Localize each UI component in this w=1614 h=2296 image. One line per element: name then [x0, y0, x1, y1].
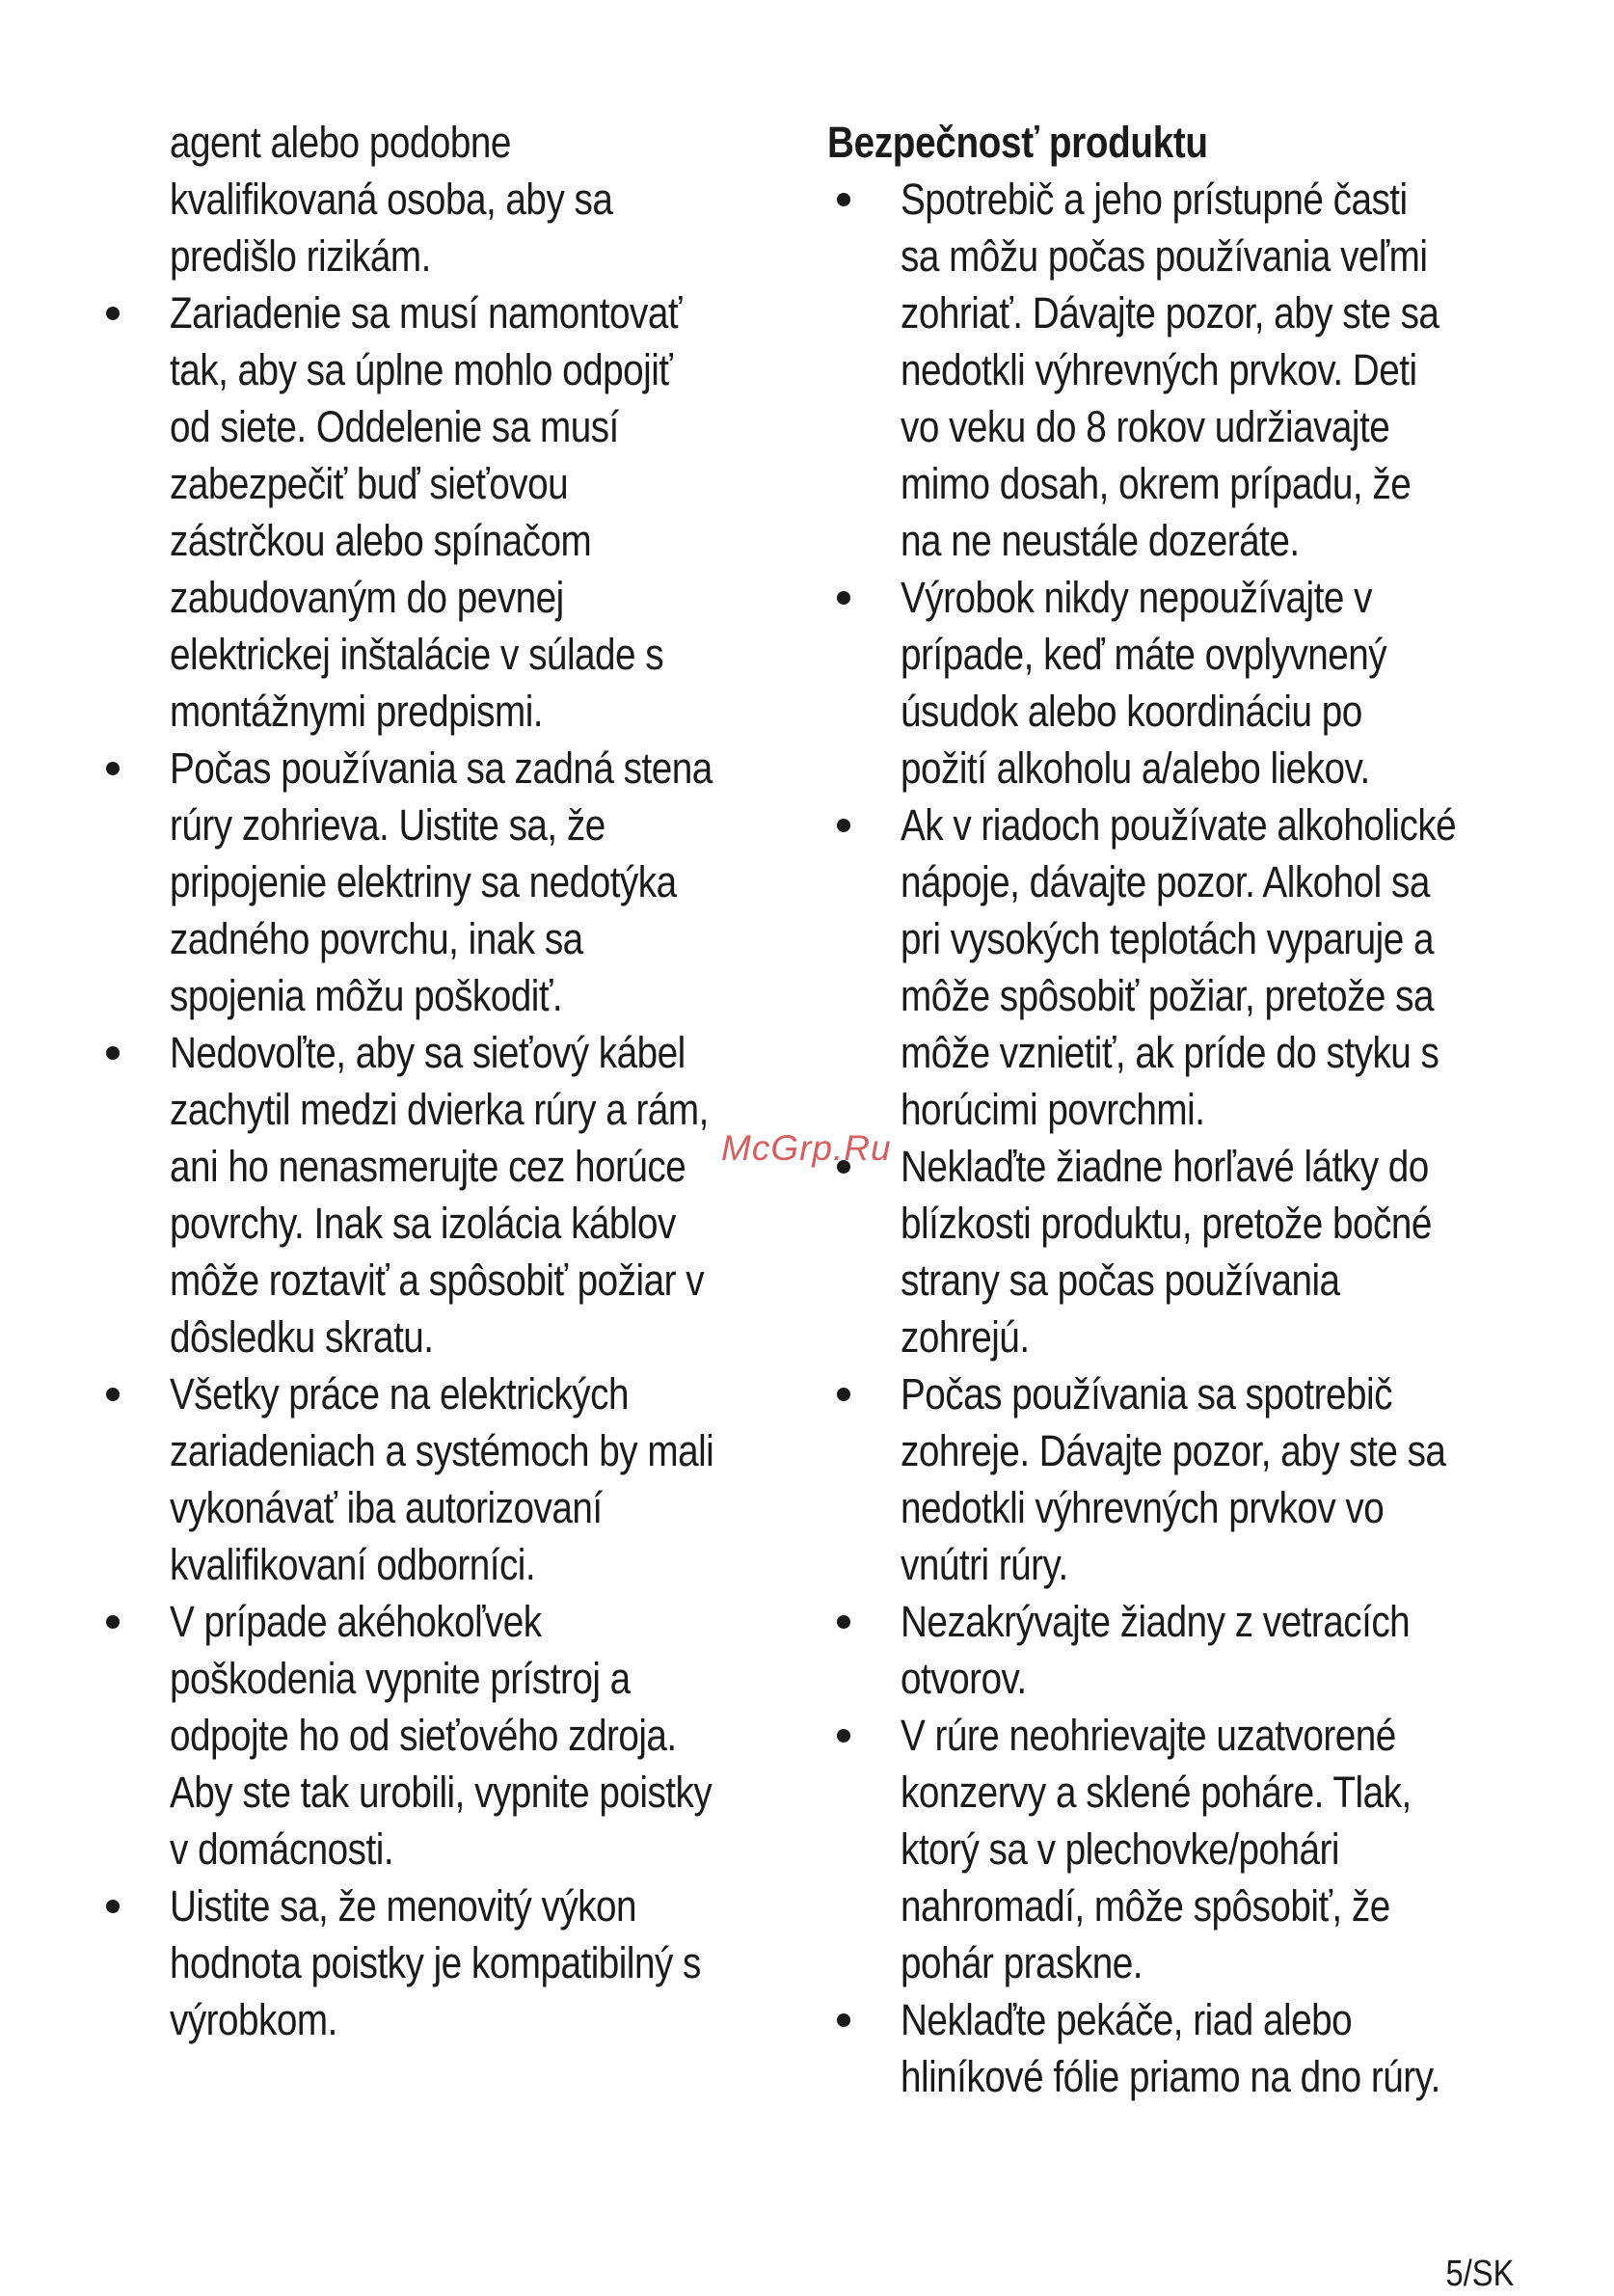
list-item: [96, 284, 791, 740]
text-line: Ak v riadoch používate alkoholické: [901, 800, 1457, 850]
text-line: nedotkli výhrevných prvkov. Deti: [901, 345, 1417, 394]
text-line: agent alebo podobne: [170, 118, 511, 167]
list-item: [827, 171, 1521, 569]
text-line: prípade, keď máte ovplyvnený: [901, 630, 1387, 679]
list-item-text: [901, 171, 1439, 569]
text-line: nahromadí, môže spôsobiť, že: [901, 1881, 1390, 1931]
text-line: V prípade akéhokoľvek: [170, 1597, 542, 1646]
list-item-text: [170, 1593, 713, 1877]
text-line: montážnymi predpismi.: [170, 687, 544, 736]
text-line: Uistite sa, že menovitý výkon: [170, 1881, 637, 1931]
text-line: požití alkoholu a/alebo liekov.: [901, 743, 1370, 793]
text-line: kvalifikovaní odborníci.: [170, 1540, 536, 1589]
text-line: zabudovaným do pevnej: [170, 573, 564, 622]
text-line: zabezpečiť buď sieťovou: [170, 459, 569, 508]
text-line: môže roztaviť a spôsobiť požiar v: [170, 1256, 705, 1305]
text-line: ktorý sa v plechovke/pohári: [901, 1824, 1340, 1874]
text-line: vykonávať iba autorizovaní: [170, 1483, 603, 1532]
text-line: od siete. Oddelenie sa musí: [170, 402, 619, 451]
text-line: povrchy. Inak sa izolácia káblov: [170, 1199, 676, 1248]
text-line: Počas používania sa spotrebič: [901, 1369, 1392, 1418]
list-item-text: [901, 1138, 1435, 1365]
text-line: Neklaďte žiadne horľavé látky do: [901, 1142, 1429, 1191]
text-line: Počas používania sa zadná stena: [170, 743, 713, 793]
text-line: mimo dosah, okrem prípadu, že: [901, 459, 1412, 508]
right-column: [827, 114, 1521, 2105]
watermark: McGrp.Ru: [721, 1128, 892, 1168]
left-bullet-list: [96, 284, 791, 2048]
list-item: [827, 1707, 1521, 1991]
list-item: [827, 1138, 1521, 1365]
text-line: sa môžu počas používania veľmi: [901, 231, 1428, 281]
text-line: zohrejú.: [901, 1312, 1030, 1362]
text-line: zadného povrchu, inak sa: [170, 914, 583, 963]
text-line: tak, aby sa úplne mohlo odpojiť: [170, 345, 673, 394]
list-item-text: [901, 569, 1435, 797]
text-line: dôsledku skratu.: [170, 1312, 434, 1362]
text-line: ani ho nenasmerujte cez horúce: [170, 1142, 686, 1191]
list-item-text: [901, 797, 1457, 1138]
list-item-text: [170, 1024, 709, 1365]
text-line: v domácnosti.: [170, 1824, 394, 1874]
text-line: zachytil medzi dvierka rúry a rám,: [170, 1085, 709, 1134]
list-item: [96, 1024, 791, 1365]
page-number: 5/SK: [1445, 2254, 1514, 2294]
text-line: zástrčkou alebo spínačom: [170, 516, 592, 565]
list-item: [96, 1365, 791, 1593]
text-line: pri vysokých teplotách vyparuje a: [901, 914, 1435, 963]
list-item-text: [170, 1877, 704, 2048]
list-item: [827, 1365, 1521, 1593]
text-line: blízkosti produktu, pretože bočné: [901, 1199, 1432, 1248]
text-line: hliníkové fólie priamo na dno rúry.: [901, 2052, 1440, 2101]
text-line: pohár praskne.: [901, 1938, 1143, 1987]
list-item: [827, 797, 1521, 1138]
text-line: kvalifikovaná osoba, aby sa: [170, 175, 613, 224]
list-item-text: [901, 1707, 1435, 1991]
text-line: Spotrebič a jeho prístupné časti: [901, 175, 1408, 224]
list-item-text: [170, 284, 704, 740]
list-item: [827, 569, 1521, 797]
text-line: vnútri rúry.: [901, 1540, 1068, 1589]
text-line: elektrickej inštalácie v súlade s: [170, 630, 664, 679]
section-heading: Bezpečnosť produktu: [827, 118, 1208, 167]
left-column: [96, 114, 791, 2048]
text-line: Neklaďte pekáče, riad alebo: [901, 1995, 1353, 2044]
text-line: predišlo rizikám.: [170, 231, 431, 281]
text-line: zohriať. Dávajte pozor, aby ste sa: [901, 288, 1439, 338]
intro-paragraph: [96, 114, 791, 284]
list-item: [96, 1877, 791, 2048]
text-line: nedotkli výhrevných prvkov vo: [901, 1483, 1385, 1532]
text-line: pripojenie elektriny sa nedotýka: [170, 857, 677, 906]
list-item-text: [170, 1365, 714, 1593]
text-line: vo veku do 8 rokov udržiavajte: [901, 402, 1390, 451]
text-line: úsudok alebo koordináciu po: [901, 687, 1362, 736]
list-item: [96, 1593, 791, 1877]
text-line: V rúre neohrievajte uzatvorené: [901, 1711, 1396, 1760]
text-line: horúcimi povrchmi.: [901, 1085, 1205, 1134]
list-item-text: [901, 1365, 1446, 1593]
list-item: [827, 1593, 1521, 1707]
text-line: môže vznietiť, ak príde do styku s: [901, 1028, 1439, 1077]
intro-text: [170, 114, 704, 284]
text-line: konzervy a sklené poháre. Tlak,: [901, 1768, 1412, 1817]
text-line: otvorov.: [901, 1654, 1027, 1703]
text-line: zariadeniach a systémoch by mali: [170, 1426, 714, 1475]
text-line: poškodenia vypnite prístroj a: [170, 1654, 631, 1703]
text-line: Aby ste tak urobili, vypnite poistky: [170, 1768, 713, 1817]
text-line: Zariadenie sa musí namontovať: [170, 288, 682, 338]
list-item-text: [901, 1991, 1440, 2105]
text-line: zohreje. Dávajte pozor, aby ste sa: [901, 1426, 1446, 1475]
list-item-text: [170, 740, 713, 1024]
text-line: hodnota poistky je kompatibilný s: [170, 1938, 701, 1987]
text-line: Nezakrývajte žiadny z vetracích: [901, 1597, 1411, 1646]
text-line: Nedovoľte, aby sa sieťový kábel: [170, 1028, 686, 1077]
text-line: môže spôsobiť požiar, pretože sa: [901, 971, 1435, 1020]
text-line: Všetky práce na elektrických: [170, 1369, 629, 1418]
text-line: nápoje, dávajte pozor. Alkohol sa: [901, 857, 1430, 906]
text-line: spojenia môžu poškodiť.: [170, 971, 563, 1020]
text-line: strany sa počas používania: [901, 1256, 1340, 1305]
text-line: na ne neustále dozeráte.: [901, 516, 1300, 565]
text-line: výrobkom.: [170, 1995, 337, 2044]
right-bullet-list: [827, 171, 1521, 2105]
text-line: odpojte ho od sieťového zdroja.: [170, 1711, 677, 1760]
list-item: [827, 1991, 1521, 2105]
list-item: [96, 740, 791, 1024]
text-line: rúry zohrieva. Uistite sa, že: [170, 800, 605, 850]
text-line: Výrobok nikdy nepoužívajte v: [901, 573, 1372, 622]
list-item-text: [901, 1593, 1435, 1707]
